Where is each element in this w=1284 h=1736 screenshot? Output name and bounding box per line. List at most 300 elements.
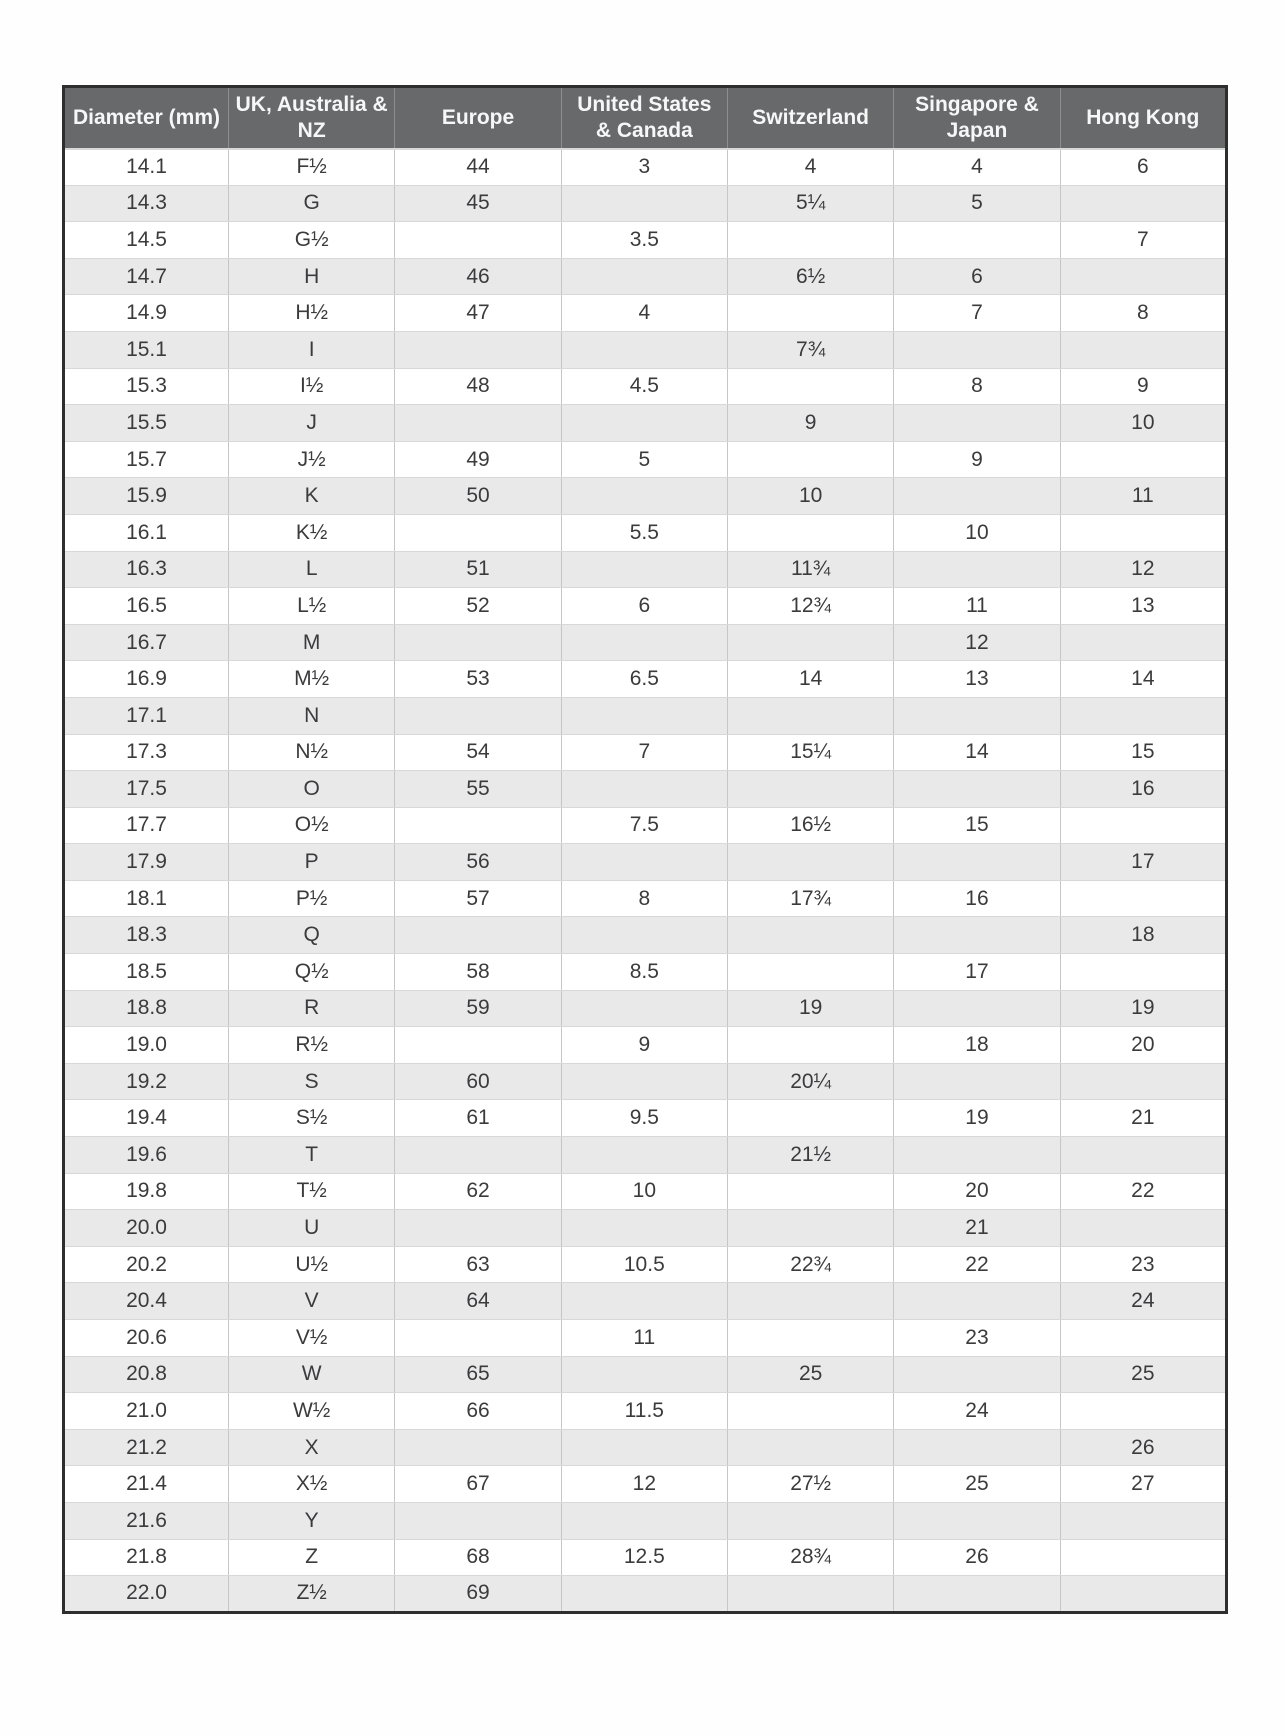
table-cell bbox=[561, 405, 727, 442]
table-cell: 6½ bbox=[727, 258, 893, 295]
table-cell: 59 bbox=[395, 990, 561, 1027]
table-cell: 53 bbox=[395, 661, 561, 698]
table-cell: 7 bbox=[1060, 222, 1226, 259]
table-cell: 15 bbox=[894, 807, 1060, 844]
table-row bbox=[64, 405, 1227, 442]
table-cell: F½ bbox=[229, 149, 395, 186]
table-row bbox=[64, 514, 1227, 551]
table-cell: 20 bbox=[1060, 1027, 1226, 1064]
table-cell bbox=[1060, 1063, 1226, 1100]
table-cell bbox=[395, 331, 561, 368]
table-cell: 11.5 bbox=[561, 1393, 727, 1430]
table-cell: 19 bbox=[1060, 990, 1226, 1027]
table-cell: 22¾ bbox=[727, 1246, 893, 1283]
table-cell bbox=[1060, 1539, 1226, 1576]
table-cell bbox=[561, 844, 727, 881]
table-cell: 22 bbox=[894, 1246, 1060, 1283]
table-cell: 60 bbox=[395, 1063, 561, 1100]
table-cell: 12 bbox=[561, 1466, 727, 1503]
table-cell bbox=[561, 1210, 727, 1247]
table-cell: N bbox=[229, 697, 395, 734]
table-cell: 68 bbox=[395, 1539, 561, 1576]
table-row bbox=[64, 1283, 1227, 1320]
table-row bbox=[64, 1502, 1227, 1539]
table-cell bbox=[894, 844, 1060, 881]
table-cell: V bbox=[229, 1283, 395, 1320]
table-cell: 20.0 bbox=[64, 1210, 229, 1247]
table-row bbox=[64, 1246, 1227, 1283]
table-cell: L bbox=[229, 551, 395, 588]
table-cell: 26 bbox=[1060, 1429, 1226, 1466]
table-cell: 24 bbox=[1060, 1283, 1226, 1320]
table-cell: 25 bbox=[1060, 1356, 1226, 1393]
table-cell: 55 bbox=[395, 771, 561, 808]
table-cell bbox=[727, 1429, 893, 1466]
table-cell bbox=[894, 405, 1060, 442]
table-cell: 4.5 bbox=[561, 368, 727, 405]
table-cell: O½ bbox=[229, 807, 395, 844]
table-cell: 44 bbox=[395, 149, 561, 186]
table-cell bbox=[727, 514, 893, 551]
table-cell: 11¾ bbox=[727, 551, 893, 588]
table-cell bbox=[894, 1429, 1060, 1466]
table-cell: 9.5 bbox=[561, 1100, 727, 1137]
table-cell: 6 bbox=[1060, 149, 1226, 186]
table-cell bbox=[727, 368, 893, 405]
column-header: United States & Canada bbox=[561, 87, 727, 149]
table-cell: 8 bbox=[1060, 295, 1226, 332]
table-cell: 9 bbox=[894, 441, 1060, 478]
table-cell bbox=[561, 1356, 727, 1393]
table-cell: 20.6 bbox=[64, 1320, 229, 1357]
table-cell: 20 bbox=[894, 1173, 1060, 1210]
table-cell: 20.4 bbox=[64, 1283, 229, 1320]
table-cell bbox=[395, 1429, 561, 1466]
table-cell: 7 bbox=[894, 295, 1060, 332]
table-cell: 21.6 bbox=[64, 1502, 229, 1539]
table-cell: G½ bbox=[229, 222, 395, 259]
table-row bbox=[64, 807, 1227, 844]
table-cell: 14 bbox=[894, 734, 1060, 771]
table-row bbox=[64, 1173, 1227, 1210]
table-cell: 16.1 bbox=[64, 514, 229, 551]
table-cell: 19.8 bbox=[64, 1173, 229, 1210]
table-cell: 16.7 bbox=[64, 624, 229, 661]
table-row bbox=[64, 1027, 1227, 1064]
table-cell: 7 bbox=[561, 734, 727, 771]
table-cell bbox=[727, 1283, 893, 1320]
table-cell: 20¼ bbox=[727, 1063, 893, 1100]
table-cell: 7.5 bbox=[561, 807, 727, 844]
table-cell: K½ bbox=[229, 514, 395, 551]
table-cell: 21 bbox=[894, 1210, 1060, 1247]
table-cell: X½ bbox=[229, 1466, 395, 1503]
table-cell: H½ bbox=[229, 295, 395, 332]
table-row bbox=[64, 258, 1227, 295]
table-cell bbox=[395, 1137, 561, 1174]
table-cell: 16.5 bbox=[64, 588, 229, 625]
table-cell: 18 bbox=[1060, 917, 1226, 954]
table-cell: 15.1 bbox=[64, 331, 229, 368]
table-cell: 61 bbox=[395, 1100, 561, 1137]
table-row bbox=[64, 771, 1227, 808]
table-cell: 5.5 bbox=[561, 514, 727, 551]
table-cell bbox=[727, 1320, 893, 1357]
table-cell: K bbox=[229, 478, 395, 515]
table-cell bbox=[1060, 514, 1226, 551]
table-cell: 62 bbox=[395, 1173, 561, 1210]
table-cell: 18.1 bbox=[64, 880, 229, 917]
table-row bbox=[64, 734, 1227, 771]
table-cell: 23 bbox=[894, 1320, 1060, 1357]
table-cell: 17.1 bbox=[64, 697, 229, 734]
table-cell bbox=[395, 697, 561, 734]
table-cell bbox=[894, 1576, 1060, 1613]
table-row bbox=[64, 1539, 1227, 1576]
table-cell bbox=[561, 624, 727, 661]
table-row bbox=[64, 1356, 1227, 1393]
table-cell: 21.0 bbox=[64, 1393, 229, 1430]
table-cell: 15.9 bbox=[64, 478, 229, 515]
table-cell: 18 bbox=[894, 1027, 1060, 1064]
table-row bbox=[64, 1429, 1227, 1466]
table-cell: 19.4 bbox=[64, 1100, 229, 1137]
table-cell: 18.5 bbox=[64, 954, 229, 991]
table-row bbox=[64, 149, 1227, 186]
table-cell: P½ bbox=[229, 880, 395, 917]
table-cell: 9 bbox=[561, 1027, 727, 1064]
table-cell: 12.5 bbox=[561, 1539, 727, 1576]
table-cell bbox=[894, 478, 1060, 515]
table-cell: M bbox=[229, 624, 395, 661]
table-cell bbox=[561, 258, 727, 295]
table-cell: 16½ bbox=[727, 807, 893, 844]
table-cell bbox=[561, 185, 727, 222]
table-body bbox=[64, 149, 1227, 1613]
table-cell: 21.2 bbox=[64, 1429, 229, 1466]
table-row bbox=[64, 478, 1227, 515]
table-cell bbox=[894, 990, 1060, 1027]
table-cell: T bbox=[229, 1137, 395, 1174]
table-cell bbox=[1060, 1320, 1226, 1357]
table-cell bbox=[1060, 258, 1226, 295]
table-cell: V½ bbox=[229, 1320, 395, 1357]
table-cell: 12 bbox=[1060, 551, 1226, 588]
table-cell: 4 bbox=[561, 295, 727, 332]
table-cell bbox=[894, 1356, 1060, 1393]
table-cell bbox=[561, 1502, 727, 1539]
table-cell: Z½ bbox=[229, 1576, 395, 1613]
table-header bbox=[64, 87, 1227, 149]
table-cell bbox=[727, 1173, 893, 1210]
table-cell: 8 bbox=[561, 880, 727, 917]
table-cell: 20.8 bbox=[64, 1356, 229, 1393]
table-cell: 10 bbox=[727, 478, 893, 515]
table-row bbox=[64, 954, 1227, 991]
table-row bbox=[64, 551, 1227, 588]
table-cell bbox=[395, 514, 561, 551]
table-cell: Z bbox=[229, 1539, 395, 1576]
table-cell: X bbox=[229, 1429, 395, 1466]
table-cell: 19.0 bbox=[64, 1027, 229, 1064]
table-cell bbox=[561, 1429, 727, 1466]
table-cell bbox=[727, 954, 893, 991]
table-cell: 19 bbox=[727, 990, 893, 1027]
column-header: UK, Australia & NZ bbox=[229, 87, 395, 149]
table-cell bbox=[727, 917, 893, 954]
table-cell: H bbox=[229, 258, 395, 295]
table-cell bbox=[894, 1137, 1060, 1174]
table-row bbox=[64, 368, 1227, 405]
column-header: Singapore & Japan bbox=[894, 87, 1060, 149]
table-cell: 15¼ bbox=[727, 734, 893, 771]
table-cell: 21.4 bbox=[64, 1466, 229, 1503]
table-cell bbox=[727, 1210, 893, 1247]
table-cell bbox=[727, 771, 893, 808]
table-cell: 22.0 bbox=[64, 1576, 229, 1613]
table-cell: 6.5 bbox=[561, 661, 727, 698]
table-cell bbox=[1060, 1576, 1226, 1613]
table-cell: N½ bbox=[229, 734, 395, 771]
table-cell: 58 bbox=[395, 954, 561, 991]
table-cell bbox=[561, 771, 727, 808]
table-cell: 11 bbox=[1060, 478, 1226, 515]
table-cell: 25 bbox=[727, 1356, 893, 1393]
table-cell bbox=[894, 917, 1060, 954]
table-cell: U½ bbox=[229, 1246, 395, 1283]
table-cell: 54 bbox=[395, 734, 561, 771]
table-row bbox=[64, 1576, 1227, 1613]
table-cell: 19 bbox=[894, 1100, 1060, 1137]
table-row bbox=[64, 185, 1227, 222]
table-cell: 27 bbox=[1060, 1466, 1226, 1503]
table-cell: 24 bbox=[894, 1393, 1060, 1430]
table-cell: Q½ bbox=[229, 954, 395, 991]
table-cell: 10 bbox=[1060, 405, 1226, 442]
table-cell: J bbox=[229, 405, 395, 442]
table-cell bbox=[727, 697, 893, 734]
table-cell: 15.3 bbox=[64, 368, 229, 405]
table-cell bbox=[1060, 185, 1226, 222]
table-cell: 27½ bbox=[727, 1466, 893, 1503]
table-cell: R bbox=[229, 990, 395, 1027]
table-cell: 11 bbox=[561, 1320, 727, 1357]
table-cell bbox=[894, 697, 1060, 734]
table-cell: 13 bbox=[1060, 588, 1226, 625]
table-row bbox=[64, 1466, 1227, 1503]
table-cell: 64 bbox=[395, 1283, 561, 1320]
table-cell: 12 bbox=[894, 624, 1060, 661]
table-cell: 5¼ bbox=[727, 185, 893, 222]
table-row bbox=[64, 844, 1227, 881]
table-cell bbox=[1060, 1393, 1226, 1430]
table-row bbox=[64, 1320, 1227, 1357]
table-cell: 11 bbox=[894, 588, 1060, 625]
table-row bbox=[64, 222, 1227, 259]
table-row bbox=[64, 295, 1227, 332]
table-row bbox=[64, 917, 1227, 954]
table-cell bbox=[395, 1320, 561, 1357]
table-cell: 16 bbox=[1060, 771, 1226, 808]
table-cell: T½ bbox=[229, 1173, 395, 1210]
table-cell: 9 bbox=[727, 405, 893, 442]
table-cell bbox=[395, 624, 561, 661]
table-cell bbox=[727, 1576, 893, 1613]
table-cell: 6 bbox=[894, 258, 1060, 295]
table-cell: 12¾ bbox=[727, 588, 893, 625]
table-cell bbox=[894, 1063, 1060, 1100]
table-cell: 4 bbox=[894, 149, 1060, 186]
table-cell bbox=[894, 1502, 1060, 1539]
table-cell bbox=[561, 1576, 727, 1613]
table-cell: 66 bbox=[395, 1393, 561, 1430]
table-cell: 8.5 bbox=[561, 954, 727, 991]
table-cell: 21 bbox=[1060, 1100, 1226, 1137]
table-cell: 26 bbox=[894, 1539, 1060, 1576]
table-cell: 14.5 bbox=[64, 222, 229, 259]
table-cell bbox=[561, 1283, 727, 1320]
table-cell: 14.7 bbox=[64, 258, 229, 295]
table-cell: 14 bbox=[1060, 661, 1226, 698]
table-cell bbox=[561, 917, 727, 954]
table-cell: 13 bbox=[894, 661, 1060, 698]
table-cell: 16 bbox=[894, 880, 1060, 917]
table-cell bbox=[395, 917, 561, 954]
table-cell bbox=[561, 1063, 727, 1100]
table-cell: 16.3 bbox=[64, 551, 229, 588]
column-header: Diameter (mm) bbox=[64, 87, 229, 149]
table-cell: R½ bbox=[229, 1027, 395, 1064]
table-cell: 48 bbox=[395, 368, 561, 405]
table-cell: 10.5 bbox=[561, 1246, 727, 1283]
table-cell: 56 bbox=[395, 844, 561, 881]
table-cell: Q bbox=[229, 917, 395, 954]
table-cell bbox=[894, 771, 1060, 808]
table-cell bbox=[727, 1393, 893, 1430]
table-cell: 8 bbox=[894, 368, 1060, 405]
table-row bbox=[64, 1137, 1227, 1174]
table-cell: 21½ bbox=[727, 1137, 893, 1174]
table-cell: 14.9 bbox=[64, 295, 229, 332]
table-cell bbox=[727, 844, 893, 881]
table-cell bbox=[727, 222, 893, 259]
table-cell: O bbox=[229, 771, 395, 808]
table-cell: 51 bbox=[395, 551, 561, 588]
column-header: Europe bbox=[395, 87, 561, 149]
table-cell: 17 bbox=[1060, 844, 1226, 881]
table-cell: 18.3 bbox=[64, 917, 229, 954]
table-cell: 17.9 bbox=[64, 844, 229, 881]
table-cell: S½ bbox=[229, 1100, 395, 1137]
table-cell: 15.5 bbox=[64, 405, 229, 442]
table-cell: W bbox=[229, 1356, 395, 1393]
table-row bbox=[64, 588, 1227, 625]
table-cell bbox=[894, 551, 1060, 588]
table-row bbox=[64, 624, 1227, 661]
table-cell bbox=[1060, 1210, 1226, 1247]
table-cell bbox=[1060, 1502, 1226, 1539]
table-row bbox=[64, 990, 1227, 1027]
table-cell: I½ bbox=[229, 368, 395, 405]
column-header: Hong Kong bbox=[1060, 87, 1226, 149]
table-cell bbox=[395, 807, 561, 844]
table-cell bbox=[727, 441, 893, 478]
table-cell bbox=[561, 1137, 727, 1174]
table-cell: M½ bbox=[229, 661, 395, 698]
table-cell bbox=[727, 295, 893, 332]
table-cell bbox=[727, 624, 893, 661]
table-cell bbox=[727, 1100, 893, 1137]
table-cell: W½ bbox=[229, 1393, 395, 1430]
table-cell: P bbox=[229, 844, 395, 881]
table-cell: I bbox=[229, 331, 395, 368]
table-row bbox=[64, 331, 1227, 368]
table-cell: 20.2 bbox=[64, 1246, 229, 1283]
table-cell bbox=[561, 697, 727, 734]
table-cell: 46 bbox=[395, 258, 561, 295]
table-cell bbox=[561, 331, 727, 368]
table-cell: 16.9 bbox=[64, 661, 229, 698]
table-cell: 21.8 bbox=[64, 1539, 229, 1576]
table-cell: 17.7 bbox=[64, 807, 229, 844]
table-cell: G bbox=[229, 185, 395, 222]
table-cell: 17.5 bbox=[64, 771, 229, 808]
ring-size-conversion-table bbox=[62, 85, 1228, 1614]
table-cell: 19.2 bbox=[64, 1063, 229, 1100]
table-row bbox=[64, 441, 1227, 478]
table-cell: 57 bbox=[395, 880, 561, 917]
table-cell bbox=[1060, 441, 1226, 478]
table-cell bbox=[1060, 624, 1226, 661]
table-cell: 14.3 bbox=[64, 185, 229, 222]
table-cell: 6 bbox=[561, 588, 727, 625]
table-row bbox=[64, 1210, 1227, 1247]
table-cell: 10 bbox=[561, 1173, 727, 1210]
table-cell: 15 bbox=[1060, 734, 1226, 771]
table-cell bbox=[1060, 697, 1226, 734]
table-cell: 22 bbox=[1060, 1173, 1226, 1210]
table-cell: 65 bbox=[395, 1356, 561, 1393]
table-cell: 5 bbox=[561, 441, 727, 478]
table-cell: 7¾ bbox=[727, 331, 893, 368]
table-cell bbox=[1060, 880, 1226, 917]
table-cell bbox=[561, 478, 727, 515]
table-cell: 45 bbox=[395, 185, 561, 222]
table-cell: 67 bbox=[395, 1466, 561, 1503]
table-cell bbox=[395, 405, 561, 442]
table-cell bbox=[1060, 331, 1226, 368]
table-cell bbox=[894, 222, 1060, 259]
table-cell: 17 bbox=[894, 954, 1060, 991]
table-cell bbox=[894, 331, 1060, 368]
table-cell: 10 bbox=[894, 514, 1060, 551]
table-cell: J½ bbox=[229, 441, 395, 478]
table-cell: 14.1 bbox=[64, 149, 229, 186]
table-cell: 49 bbox=[395, 441, 561, 478]
table-cell: 25 bbox=[894, 1466, 1060, 1503]
table-row bbox=[64, 697, 1227, 734]
table-cell: 3.5 bbox=[561, 222, 727, 259]
table-cell bbox=[395, 1502, 561, 1539]
table-cell: 18.8 bbox=[64, 990, 229, 1027]
table-cell: 17¾ bbox=[727, 880, 893, 917]
table-cell: 19.6 bbox=[64, 1137, 229, 1174]
table-cell bbox=[561, 990, 727, 1027]
table-cell: U bbox=[229, 1210, 395, 1247]
table-cell bbox=[395, 1027, 561, 1064]
table-cell bbox=[727, 1027, 893, 1064]
table-cell: 3 bbox=[561, 149, 727, 186]
